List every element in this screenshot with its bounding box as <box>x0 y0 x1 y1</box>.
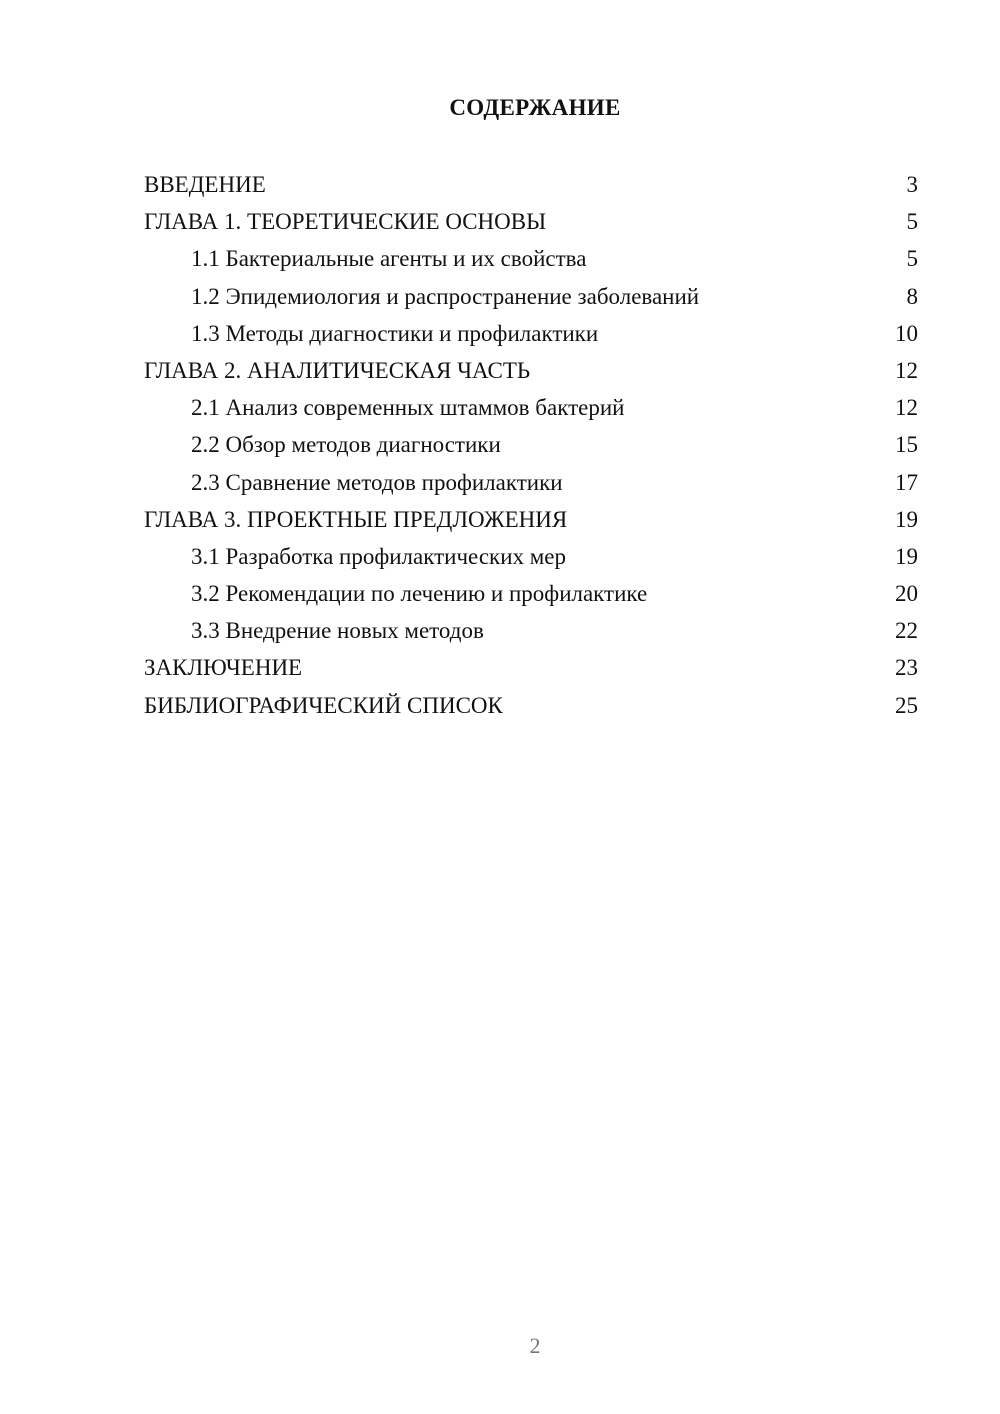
toc-entry-page: 20 <box>895 581 918 607</box>
toc-entry-section-3-1[interactable] <box>144 540 918 577</box>
toc-entry-page: 19 <box>895 506 918 532</box>
toc-entry-section-2-1[interactable] <box>144 391 918 428</box>
toc-entry-section-1-1[interactable] <box>144 242 918 279</box>
toc-entry-label: БИБЛИОГРАФИЧЕСКИЙ СПИСОК <box>144 692 503 718</box>
toc-entry-section-2-2[interactable] <box>144 428 918 465</box>
toc-entry-label: ВВЕДЕНИЕ <box>144 172 266 197</box>
toc-entry-bibliography[interactable] <box>144 689 918 726</box>
toc-entry-page: 10 <box>895 320 918 346</box>
toc-entry-label: 2.2 Обзор методов диагностики <box>191 432 501 458</box>
toc-entry-chapter-1[interactable] <box>144 205 918 242</box>
toc-entry-page: 22 <box>895 618 918 644</box>
toc-entry-page: 8 <box>906 283 918 309</box>
toc-entry-section-3-3[interactable] <box>144 614 918 651</box>
toc-entry-introduction[interactable] <box>144 168 918 205</box>
toc-entry-section-1-3[interactable] <box>144 317 918 354</box>
toc-entry-label: 2.1 Анализ современных штаммов бактерий <box>191 395 625 421</box>
toc-entry-chapter-2[interactable] <box>144 354 918 391</box>
toc-entry-label: 3.2 Рекомендации по лечению и профилактике <box>191 581 648 607</box>
toc-entry-chapter-3[interactable] <box>144 503 918 540</box>
toc-entry-page: 23 <box>895 655 918 681</box>
toc-entry-label: ГЛАВА 3. ПРОЕКТНЫЕ ПРЕДЛОЖЕНИЯ <box>144 506 568 532</box>
toc-entry-page: 25 <box>895 692 918 718</box>
toc-entry-section-3-2[interactable] <box>144 577 918 614</box>
toc-entry-label: 1.3 Методы диагностики и профилактики <box>191 320 599 346</box>
toc-entry-page: 5 <box>906 209 918 235</box>
table-of-contents <box>144 168 918 726</box>
toc-entry-page: 3 <box>906 172 918 197</box>
toc-entry-label: 1.1 Бактериальные агенты и их свойства <box>191 246 587 272</box>
toc-entry-section-1-2[interactable] <box>144 280 918 317</box>
toc-entry-label: ГЛАВА 2. АНАЛИТИЧЕСКАЯ ЧАСТЬ <box>144 357 531 383</box>
toc-title: СОДЕРЖАНИЕ <box>449 95 621 120</box>
toc-entry-label: ЗАКЛЮЧЕНИЕ <box>144 655 303 681</box>
toc-entry-page: 5 <box>906 246 918 272</box>
toc-entry-page: 12 <box>895 395 918 421</box>
toc-entry-section-2-3[interactable] <box>144 466 918 503</box>
toc-entry-page: 15 <box>895 432 918 458</box>
toc-entry-page: 19 <box>895 543 918 569</box>
toc-entry-label: 3.3 Внедрение новых методов <box>191 618 484 644</box>
toc-entry-label: 1.2 Эпидемиология и распространение заболеваний <box>191 283 700 309</box>
toc-entry-page: 17 <box>895 469 918 495</box>
toc-entry-page: 12 <box>895 357 918 383</box>
page-number: 2 <box>529 1333 541 1358</box>
toc-entry-label: 2.3 Сравнение методов профилактики <box>191 469 563 495</box>
toc-entry-label: 3.1 Разработка профилактических мер <box>191 543 567 569</box>
toc-entry-label: ГЛАВА 1. ТЕОРЕТИЧЕСКИЕ ОСНОВЫ <box>144 209 547 235</box>
toc-entry-conclusion[interactable] <box>144 651 918 688</box>
